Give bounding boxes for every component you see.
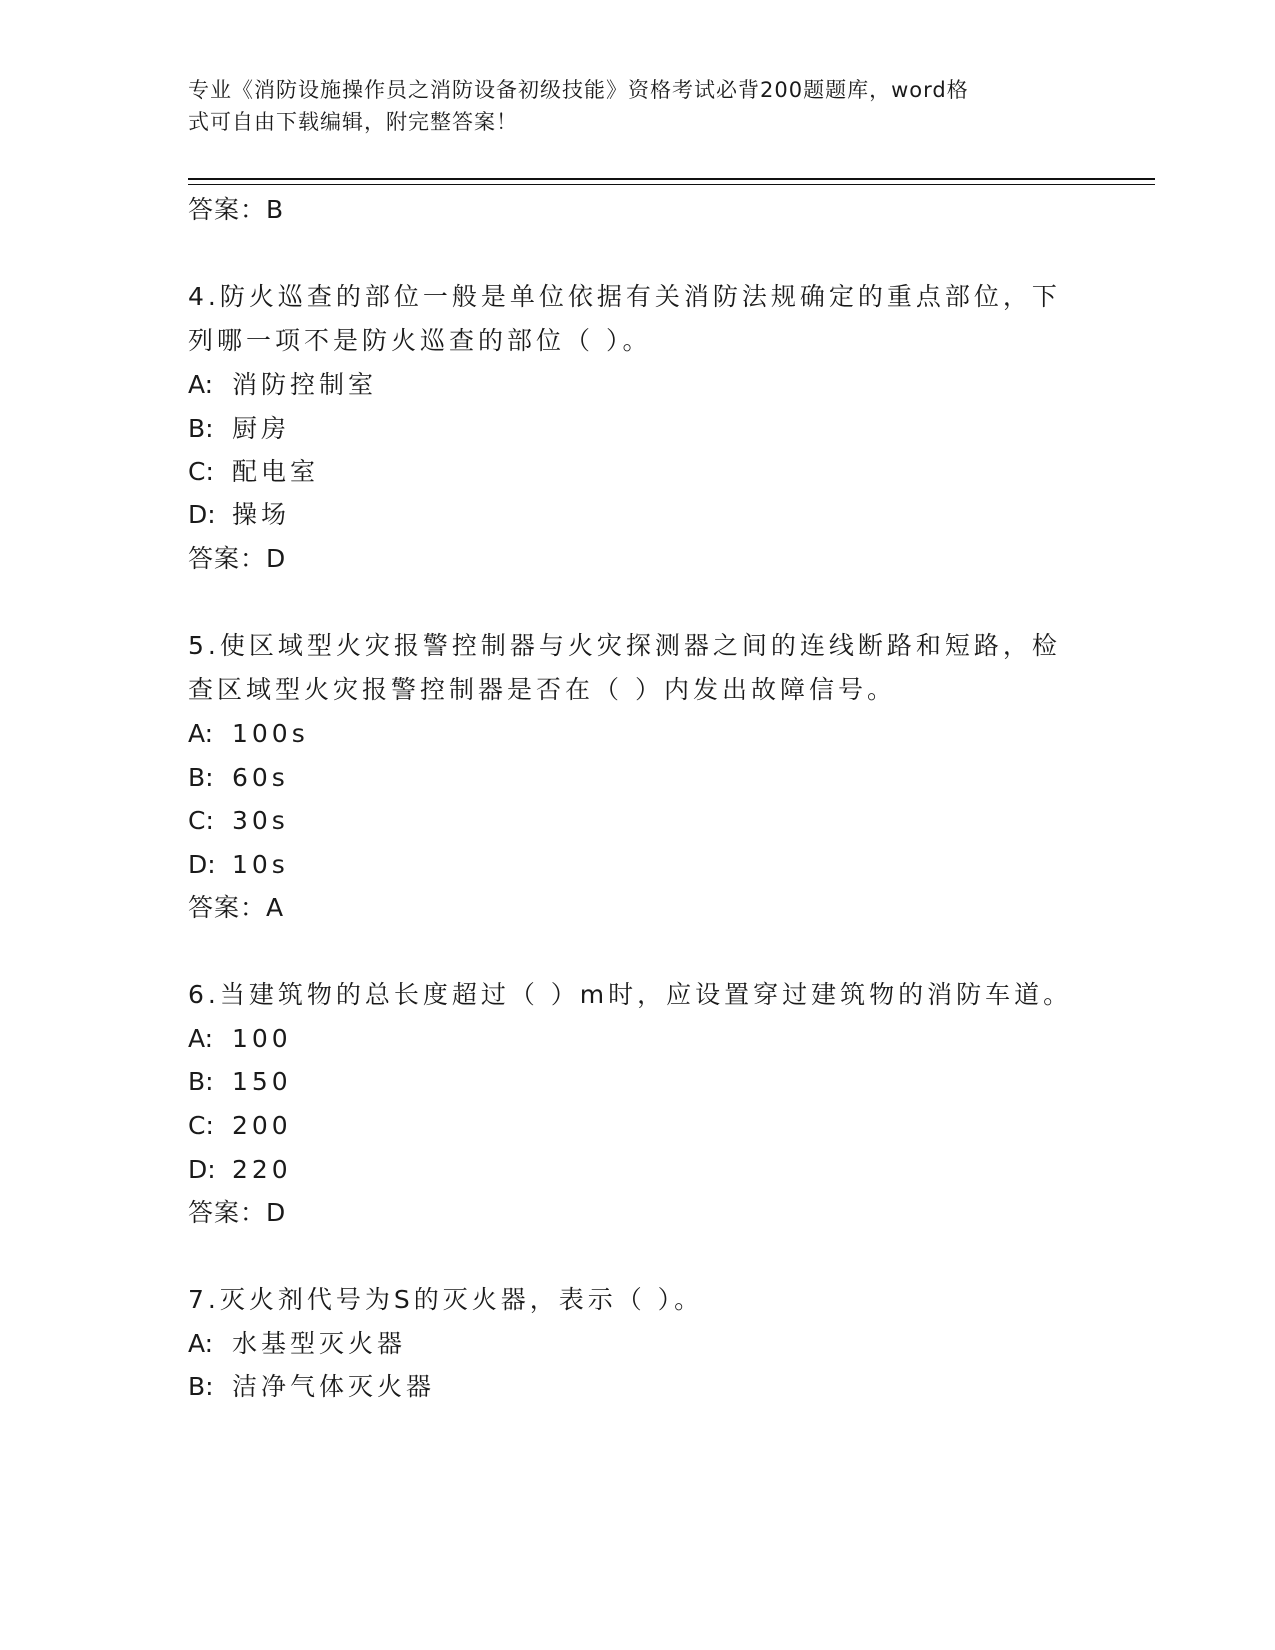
option-letter: D:	[188, 500, 216, 529]
option-letter: C:	[188, 806, 214, 835]
option-letter: A:	[188, 1329, 214, 1358]
option-text: 操场	[232, 500, 291, 529]
question-stem: 4.防火巡查的部位一般是单位依据有关消防法规确定的重点部位，下	[188, 282, 1061, 311]
option-text: 100s	[232, 719, 309, 748]
answer-line: 答案：A	[188, 893, 285, 922]
option-letter: D:	[188, 850, 216, 879]
option-text: 60s	[232, 763, 289, 792]
option-item	[188, 370, 377, 400]
option-item	[188, 414, 290, 444]
option-letter: B:	[188, 414, 214, 443]
answer-line: 答案：B	[188, 195, 285, 224]
question-stem: 6.当建筑物的总长度超过（ ）m时，应设置穿过建筑物的消防车道。	[188, 980, 1073, 1009]
option-letter: B:	[188, 763, 214, 792]
option-letter: C:	[188, 457, 214, 486]
option-text: 100	[232, 1024, 292, 1053]
header-divider	[188, 178, 1155, 180]
option-text: 消防控制室	[232, 370, 378, 399]
option-text: 水基型灭火器	[232, 1329, 407, 1358]
option-item	[188, 457, 319, 487]
option-item	[188, 1372, 435, 1402]
question-stem: 查区域型火灾报警控制器是否在（ ）内发出故障信号。	[188, 675, 896, 704]
option-text: 洁净气体灭火器	[232, 1372, 436, 1401]
option-text: 30s	[232, 806, 289, 835]
option-text: 200	[232, 1111, 292, 1140]
option-text: 150	[232, 1067, 292, 1096]
option-item	[188, 850, 289, 880]
option-text: 配电室	[232, 457, 320, 486]
document-header	[188, 74, 1068, 138]
option-item	[188, 806, 289, 836]
option-letter: B:	[188, 1067, 214, 1096]
question-stem: 7.灭火剂代号为S的灭火器，表示（ ）。	[188, 1285, 704, 1314]
question-stem: 列哪一项不是防火巡查的部位（ ）。	[188, 326, 652, 355]
option-letter: D:	[188, 1155, 216, 1184]
question-stem: 5.使区域型火灾报警控制器与火灾探测器之间的连线断路和短路，检	[188, 631, 1061, 660]
option-item	[188, 500, 290, 530]
header-divider	[188, 184, 1155, 185]
option-letter: A:	[188, 1024, 214, 1053]
header-line: 式可自由下载编辑，附完整答案！	[188, 110, 518, 134]
option-item	[188, 1067, 292, 1097]
option-item	[188, 1155, 292, 1185]
option-letter: B:	[188, 1372, 214, 1401]
option-text: 220	[232, 1155, 292, 1184]
option-item	[188, 763, 289, 793]
option-item	[188, 1024, 292, 1054]
option-item	[188, 719, 309, 749]
answer-line: 答案：D	[188, 1198, 287, 1227]
option-item	[188, 1111, 292, 1141]
answer-line: 答案：D	[188, 544, 287, 573]
option-letter: A:	[188, 370, 214, 399]
option-letter: C:	[188, 1111, 214, 1140]
option-item	[188, 1329, 406, 1359]
option-text: 10s	[232, 850, 289, 879]
option-text: 厨房	[232, 414, 291, 443]
option-letter: A:	[188, 719, 214, 748]
header-line: 专业《消防设施操作员之消防设备初级技能》资格考试必背200题题库，word格	[188, 78, 969, 102]
